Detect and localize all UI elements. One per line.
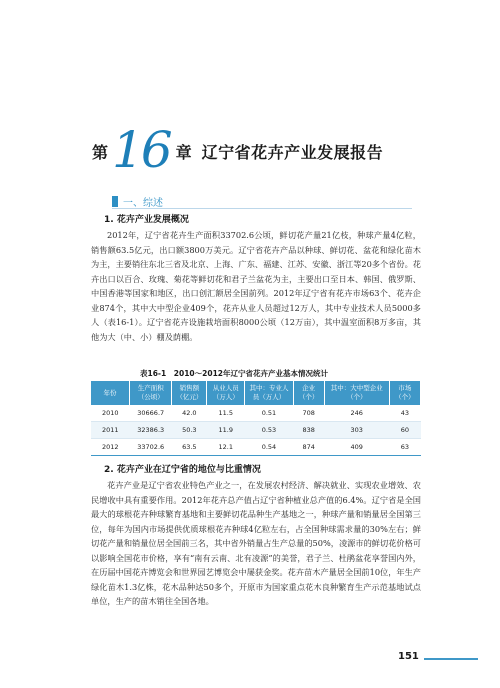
page-number: 151: [398, 651, 419, 662]
section-heading-text: 一、综述: [123, 197, 163, 209]
table-cell: 43: [389, 405, 420, 422]
table-cell: 838: [293, 422, 324, 439]
table-header-cell: 企业（个）: [293, 381, 324, 405]
table-header-cell: 年份: [91, 381, 130, 405]
section-heading: [112, 194, 412, 208]
footer-rule: [424, 658, 478, 660]
table-row: [91, 422, 421, 439]
table-header-cell: 市场（个）: [389, 381, 420, 405]
table-cell: 50.3: [172, 422, 207, 439]
table-cell: 60: [389, 422, 420, 439]
table-cell: 2012: [91, 439, 130, 456]
statistics-table: [91, 381, 421, 456]
subsection-2-text: 花卉产业是辽宁省农业特色产业之一，在发展农村经济、解决就业、实现农业增效、农民增收中具有重要作用。2012年花卉总产值占辽宁省种植业总产值的6.4%。辽宁省是全国最大的球根花卉种球繁育基地和主要鲜切花品种生产基地之一，种球产量和销量居全国第三位，每年为国内市场提供优质球根花卉种球4亿粒左右，占全国种球需求量的30%左右；鲜切花产量和销量位居全国前三名，其中省外销量占生产总量的50%，凌源市的鲜切花价格可以影响全国花市价格，享有“南有云南、北有凌源”的美誉，君子兰、杜鹃盆花享誉国内外，在历届中国花卉博览会和世界园艺博览会中屡获金奖。花卉苗木产量居全国前10位，年生产绿化苗木1.3亿株，花木品种达50多个，开原市为国家重点花木良种繁育生产示范基地试点单位，生产的苗木销往全国各地。: [91, 480, 421, 606]
table-cell: 303: [324, 422, 389, 439]
table-cell: 708: [293, 405, 324, 422]
table-cell: 246: [324, 405, 389, 422]
table-header-cell: 其中：大中型企业（个）: [324, 381, 389, 405]
table-cell: 409: [324, 439, 389, 456]
table-header-cell: 销售额（亿元）: [172, 381, 207, 405]
table-cell: 11.5: [207, 405, 245, 422]
table-cell: 0.51: [245, 405, 293, 422]
table-cell: 42.0: [172, 405, 207, 422]
chapter-number: 16: [112, 121, 170, 179]
chapter-heading: [92, 120, 422, 179]
table-cell: 12.1: [207, 439, 245, 456]
table-cell: 63: [389, 439, 420, 456]
subsection-1-text: 2012年，辽宁省花卉生产面积33702.6公顷，鲜切花产量21亿枝，种球产量4亿粒，销售额63.5亿元，出口额3800万美元。辽宁省花卉产品以种球、鲜切花、盆花和绿化苗木为主，主要销往东北三省及北京、上海、广东、福建、江苏、安徽、浙江等20多个省份。花卉出口以百合、玫瑰、菊花等鲜切花和君子兰盆花为主，主要出口至日本、韩国、俄罗斯、中国香港等国家和地区，出口创汇额居全国前列。2012年辽宁省有花卉市场63个、花卉企业874个，其中大中型企业409个，花卉从业人员超过12万人，其中专业技术人员5000多人（表16-1）。辽宁省花卉设施栽培面积8000公顷（12万亩），其中温室面积8万多亩，其他为大（中、小）棚及荫棚。: [91, 230, 421, 342]
table-header-cell: 从业人员（万人）: [207, 381, 245, 405]
chapter-prefix: 第: [92, 143, 109, 162]
table-cell: 2010: [91, 405, 130, 422]
chapter-title: 辽宁省花卉产业发展报告: [201, 143, 384, 162]
table-header-cell: 生产面积（公顷）: [130, 381, 172, 405]
table-cell: 0.53: [245, 422, 293, 439]
subsection-1-paragraph: [91, 228, 421, 344]
subsection-2-heading: 2. 花卉产业在辽宁省的地位与比重情况: [104, 465, 261, 475]
section-marker: [112, 196, 118, 207]
subsection-2-paragraph: [91, 478, 421, 609]
table-cell: 0.54: [245, 439, 293, 456]
table-row: [91, 405, 421, 422]
table-cell: 63.5: [172, 439, 207, 456]
table-caption: 表16-1 2010～2012年辽宁省花卉产业基本情况统计: [140, 369, 329, 378]
table-cell: 11.9: [207, 422, 245, 439]
table-cell: 2011: [91, 422, 130, 439]
table-cell: 32386.3: [130, 422, 172, 439]
table-cell: 874: [293, 439, 324, 456]
table-cell: 30666.7: [130, 405, 172, 422]
subsection-1-heading: 1. 花卉产业发展概况: [104, 215, 189, 225]
chapter-suffix: 章: [175, 143, 192, 162]
table-row: [91, 439, 421, 456]
section-rule: [112, 208, 412, 209]
table-header-cell: 其中：专业人员（万人）: [245, 381, 293, 405]
table-cell: 33702.6: [130, 439, 172, 456]
table-header-row: [91, 381, 421, 405]
